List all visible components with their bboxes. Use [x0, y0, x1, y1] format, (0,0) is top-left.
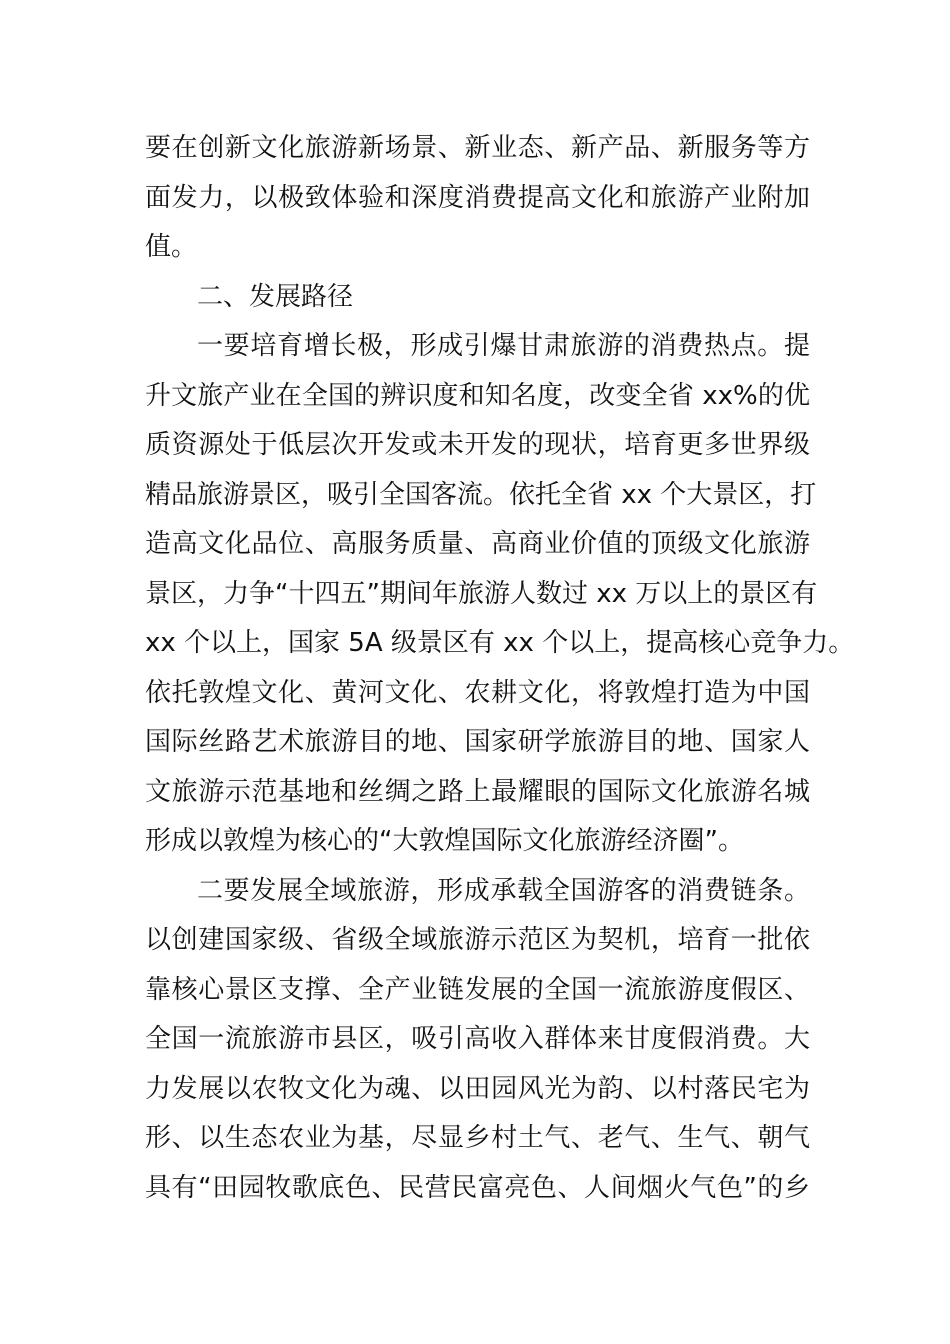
text-line: 力发展以农牧文化为魂、以田园风光为韵、以村落民宅为 — [145, 1073, 810, 1104]
text-line: 形、以生态农业为基，尽显乡村土气、老气、生气、朝气 — [145, 1123, 810, 1153]
text-line: 二、发展路径 — [197, 281, 354, 312]
text-line: 要在创新文化旅游新场景、新业态、新产品、新服务等方 — [145, 133, 810, 163]
text-line: 形成以敦煌为核心的“大敦煌国际文化旅游经济圈”。 — [145, 826, 744, 856]
text-line: 二要发展全域旅游，形成承载全国游客的消费链条。 — [197, 875, 810, 906]
text-line: 以创建国家级、省级全域旅游示范区为契机，培育一批依 — [145, 925, 810, 955]
text-line: 具有“田园牧歌底色、民营民富亮色、人间烟火气色”的乡 — [145, 1172, 810, 1203]
text-line: 景区，力争“十四五”期间年旅游人数过 xx 万以上的景区有 — [145, 578, 818, 609]
text-line: 造高文化品位、高服务质量、高商业价值的顶级文化旅游 — [145, 529, 810, 559]
text-line: 面发力，以极致体验和深度消费提高文化和旅游产业附加 — [145, 182, 810, 213]
text-line: 精品旅游景区，吸引全国客流。依托全省 xx 个大景区，打 — [145, 479, 817, 510]
text-line: 一要培育增长极，形成引爆甘肃旅游的消费热点。提 — [197, 331, 810, 361]
body-text — [145, 124, 855, 1213]
text-line: 值。 — [145, 232, 198, 262]
text-line: 质资源处于低层次开发或未开发的现状，培育更多世界级 — [145, 430, 810, 460]
text-line: xx 个以上，国家 5A 级景区有 xx 个以上，提高核心竞争力。 — [145, 628, 855, 658]
text-line: 全国一流旅游市县区，吸引高收入群体来甘度假消费。大 — [145, 1024, 810, 1054]
text-line: 依托敦煌文化、黄河文化、农耕文化，将敦煌打造为中国 — [145, 677, 810, 708]
text-line: 文旅游示范基地和丝绸之路上最耀眼的国际文化旅游名城 — [145, 776, 810, 807]
text-line: 国际丝路艺术旅游目的地、国家研学旅游目的地、国家人 — [145, 727, 810, 757]
text-line: 升文旅产业在全国的辨识度和知名度，改变全省 xx%的优 — [145, 380, 810, 411]
text-line: 靠核心景区支撑、全产业链发展的全国一流旅游度假区、 — [145, 974, 810, 1005]
